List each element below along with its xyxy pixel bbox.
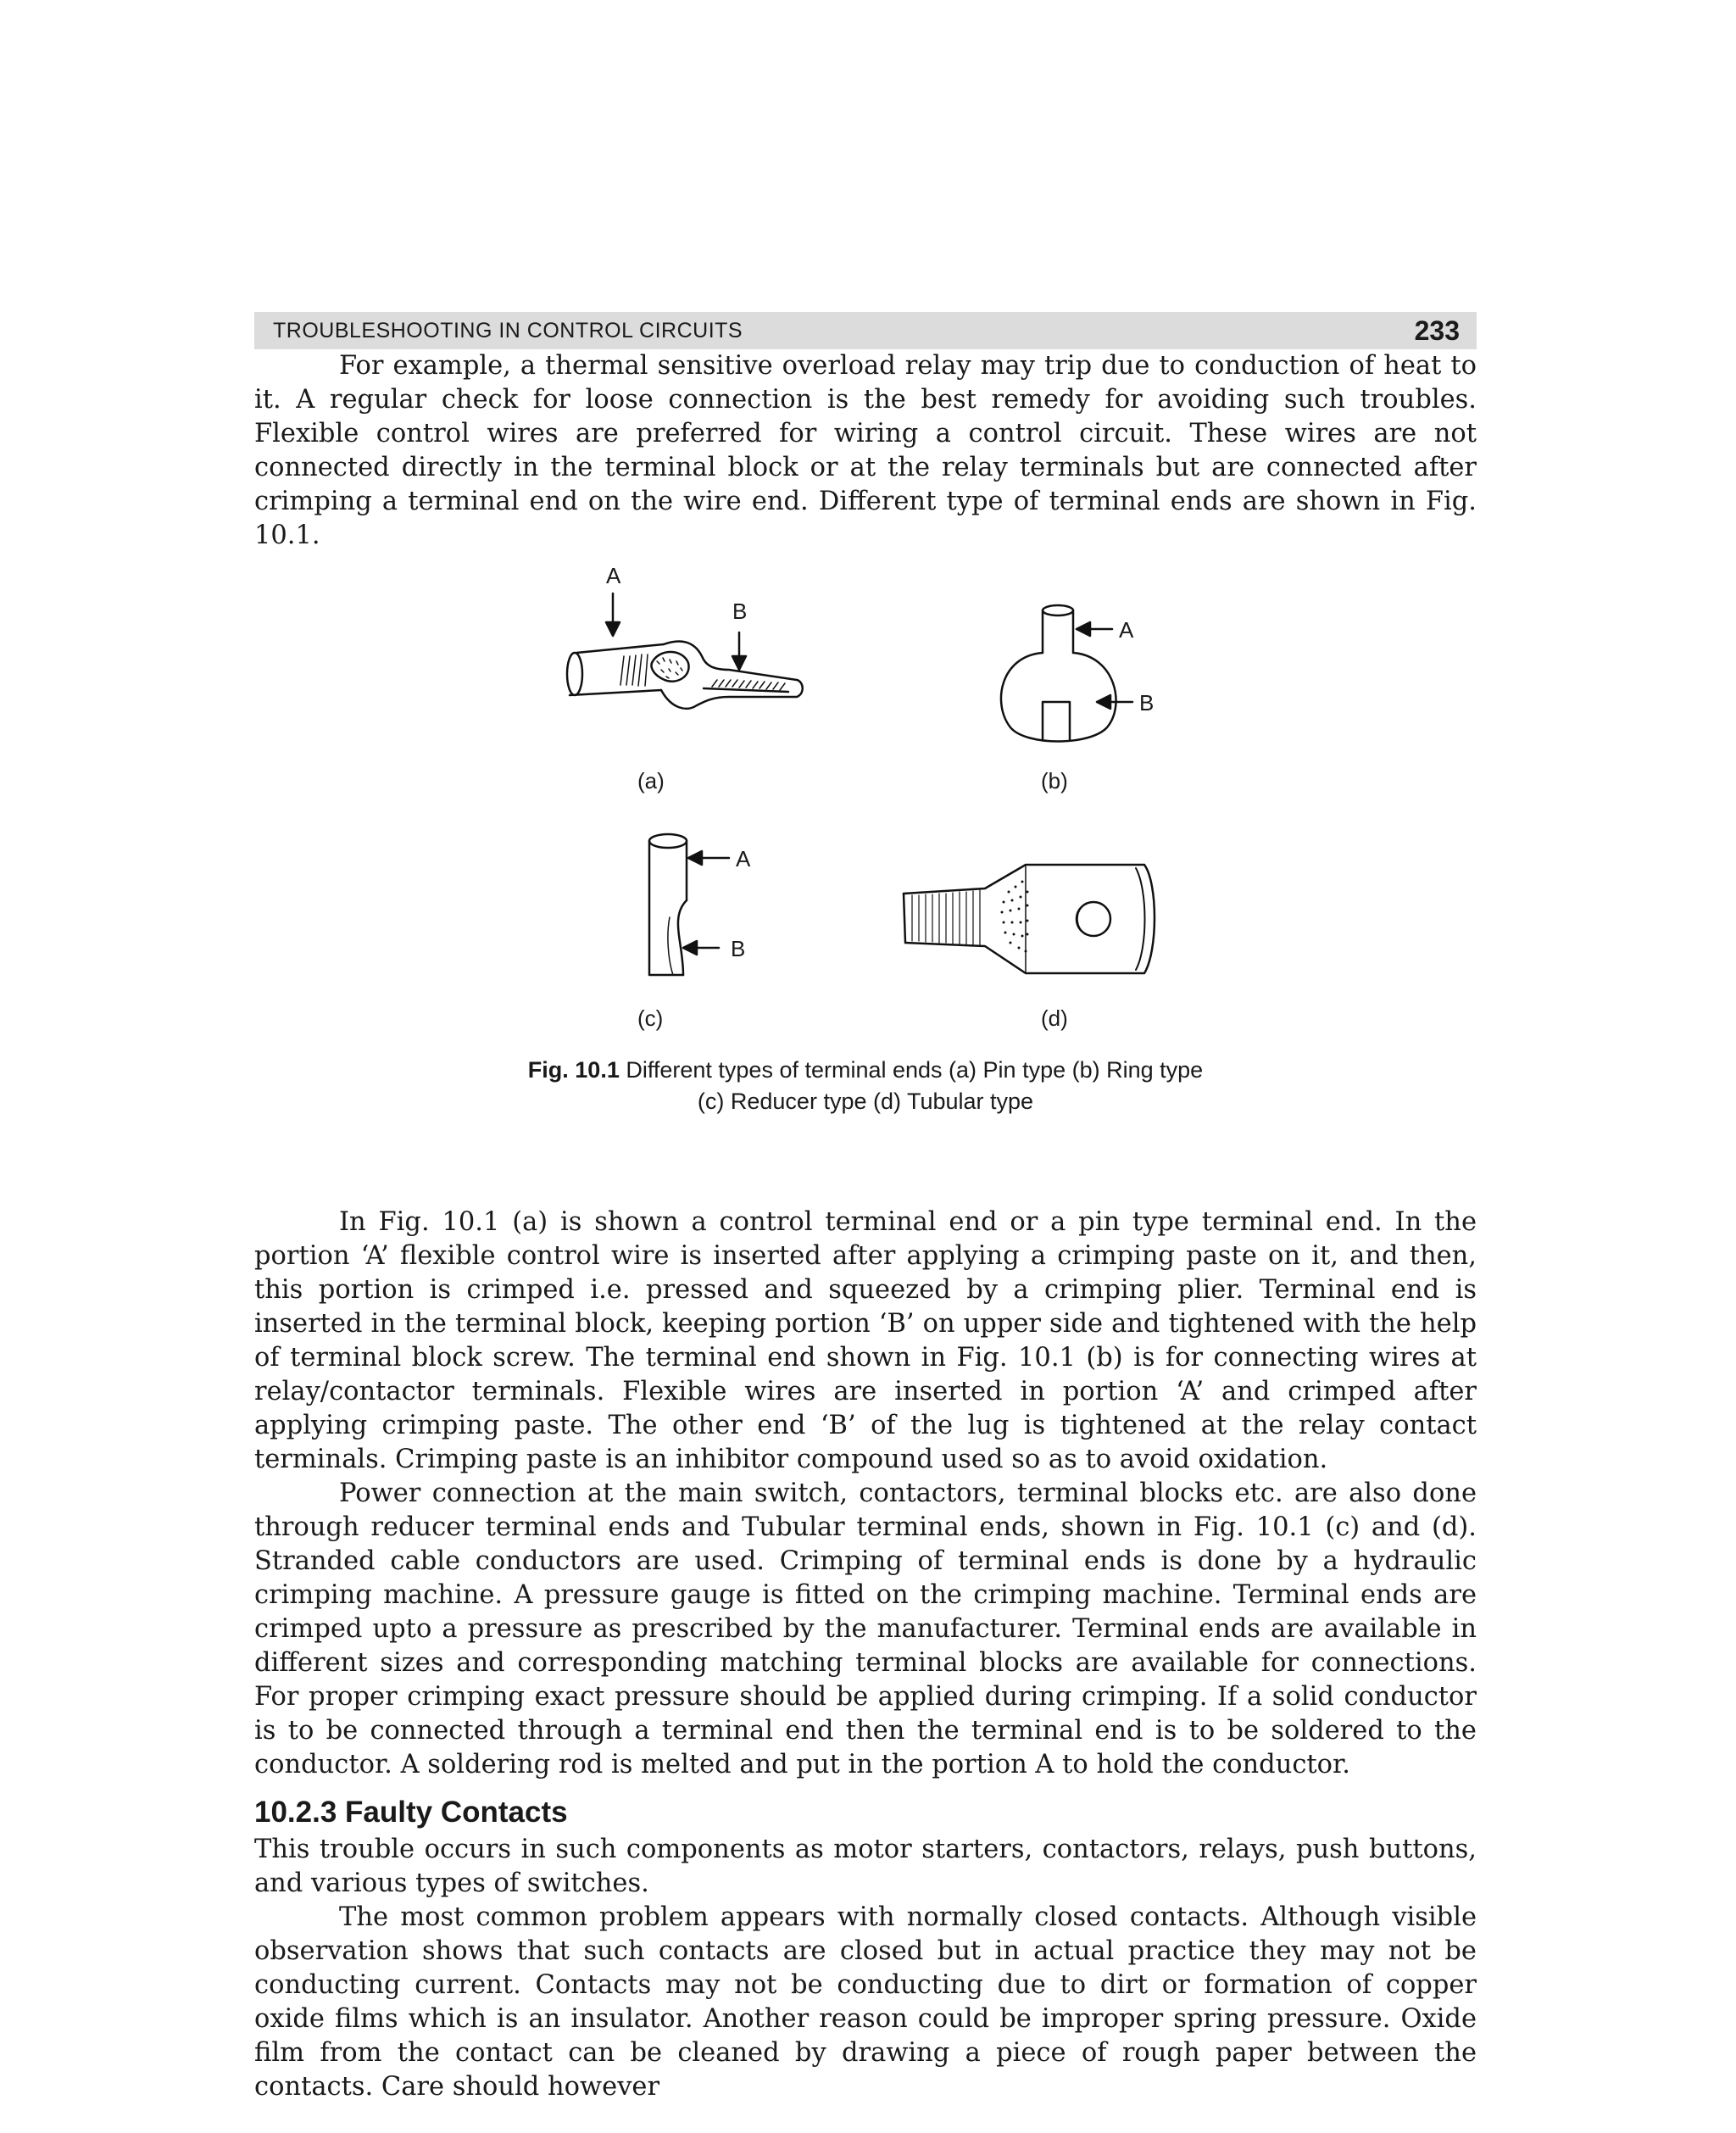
paragraph-pin-type: In Fig. 10.1 (a) is shown a control terminal end or a pin type terminal end. In the portion ‘A’ flexible control wire is inserted after applying a crimping paste on it, and then, this portion is crimped i.e. pressed and squeezed by a crimping plier. Terminal end is inserted in the terminal block, keeping portion ‘B’ on upper side and tightened with the help of terminal block screw. The terminal end shown in Fig. 10.1 (b) is for connecting wires at relay/contactor terminals. Flexible wires are inserted in portion ‘A’ and crimped after applying crimping paste. The other end ‘B’ of the lug is tightened at the relay contact terminals. Crimping paste is an inhibitor compound used so as to avoid oxidation. xyxy=(254,1207,1477,1474)
tubular-type-terminal xyxy=(904,865,1155,973)
fig-c-label-A: A xyxy=(736,846,751,872)
paragraph-intro: For example, a thermal sensitive overload relay may trip due to conduction of heat to it. A regular check for loose connection is the best remedy for avoiding such troubles. Flexible control wires are preferred for wiring a control circuit. These wires are not connected directly in the terminal block or at the relay terminals but are connected after crimping a terminal end on the wire end. Different type of terminal ends are shown in Fig. 10.1. xyxy=(254,351,1477,550)
section-heading: 10.2.3 Faulty Contacts xyxy=(254,1796,568,1829)
fig-a-label-A: A xyxy=(606,563,621,588)
fig-c-caption: (c) xyxy=(637,1005,664,1031)
fig-a-caption: (a) xyxy=(637,768,665,794)
caption-line-2: (c) Reducer type (d) Tubular type xyxy=(697,1089,1034,1114)
page-number: 233 xyxy=(1414,315,1460,346)
fig-b-label-A: A xyxy=(1119,617,1134,643)
fig-a-label-B: B xyxy=(732,599,748,624)
fig-d-caption: (d) xyxy=(1041,1005,1068,1031)
ring-type-terminal xyxy=(1001,605,1132,742)
pin-type-terminal xyxy=(567,593,803,709)
header-title: TROUBLESHOOTING IN CONTROL CIRCUITS xyxy=(273,318,743,343)
book-page xyxy=(254,312,1477,2104)
figure-10-1 xyxy=(254,561,1477,1206)
fig-c-label-B: B xyxy=(731,936,746,961)
running-header xyxy=(254,312,1477,349)
figure-caption xyxy=(254,1055,1477,1117)
fig-b-label-B: B xyxy=(1139,690,1155,716)
paragraph-normally-closed: The most common problem appears with normally closed contacts. Although visible observation shows that such contacts are closed but in actual practice they may not be conducting current. Contacts may not be conducting due to dirt or formation of copper oxide films which is an insulator. Another reason could be improper spring pressure. Oxide film from the contact can be cleaned by drawing a piece of rough paper between the contacts. Care should however xyxy=(254,1902,1477,2102)
paragraph-power-connection: Power connection at the main switch, contactors, terminal blocks etc. are also done through reducer terminal ends and Tubular terminal ends, shown in Fig. 10.1 (c) and (d). Stranded cable conductors are used. Crimping of terminal ends is done by a hydraulic crimping machine. A pressure gauge is fitted on the crimping machine. Terminal ends are crimped upto a pressure as prescribed by the manufacturer. Terminal ends are available in different sizes and corresponding matching terminal blocks are available for connections. For proper crimping exact pressure should be applied during crimping. If a solid conductor is to be connected through a terminal end then the terminal end is to be soldered to the conductor. A soldering rod is melted and put in the portion A to hold the conductor. xyxy=(254,1479,1477,1779)
fig-b-caption: (b) xyxy=(1041,768,1068,794)
reducer-type-terminal xyxy=(649,834,729,975)
caption-line-1: Different types of terminal ends (a) Pin type (b) Ring type xyxy=(626,1057,1204,1083)
caption-number: Fig. 10.1 xyxy=(527,1057,620,1083)
paragraph-faulty-contacts-intro: This trouble occurs in such components as motor starters, contactors, relays, push buttons, and various types of switches. xyxy=(254,1835,1477,1898)
